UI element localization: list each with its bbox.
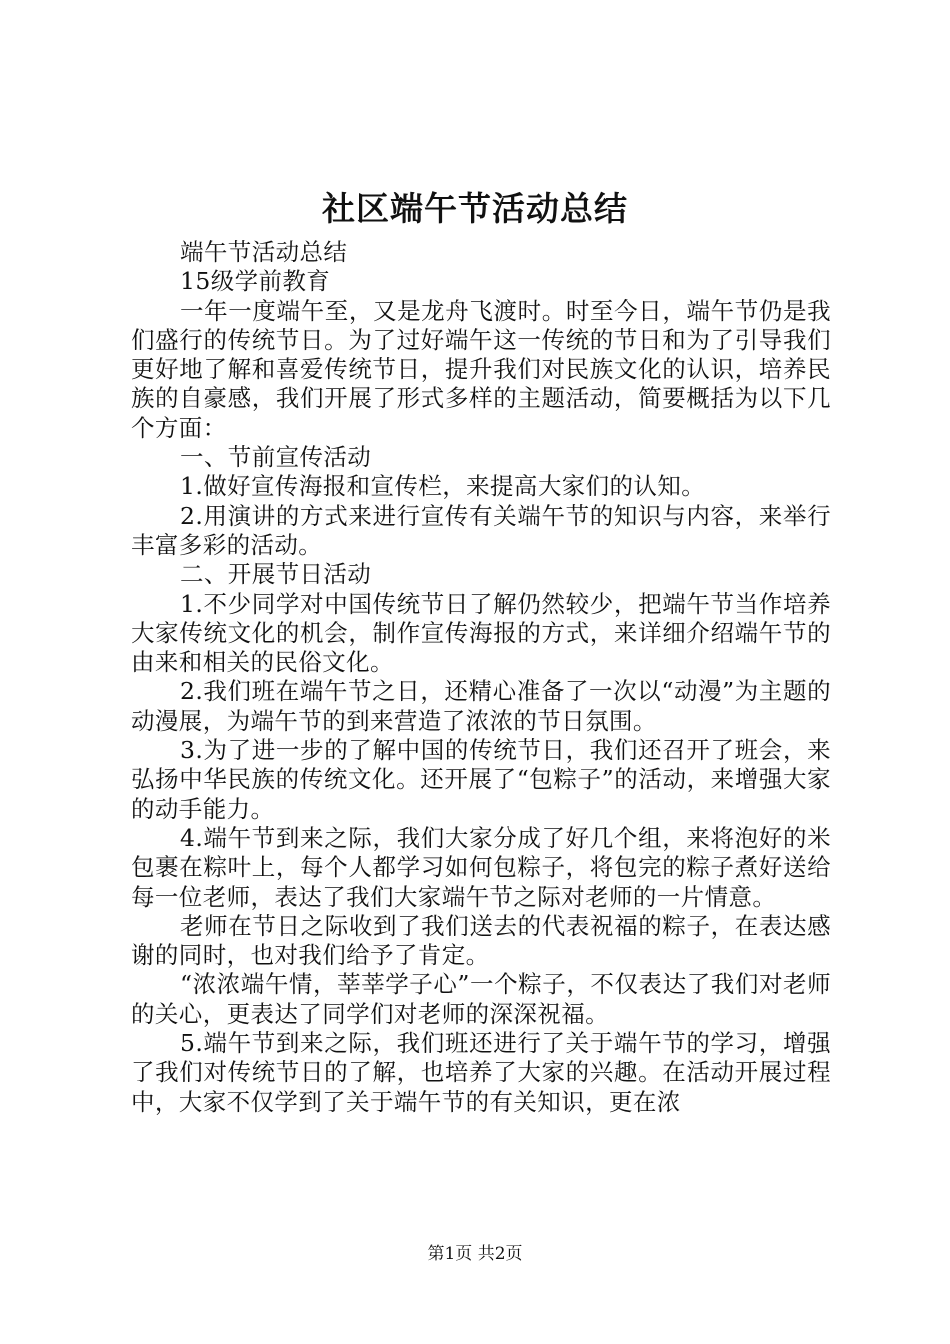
paragraph: 老师在节日之际收到了我们送去的代表祝福的粽子，在表达感谢的同时，也对我们给予了肯定。 xyxy=(131,911,831,970)
paragraph-item: 3.为了进一步的了解中国的传统节日，我们还召开了班会，来弘扬中华民族的传统文化。还开展了“包粽子”的活动，来增强大家的动手能力。 xyxy=(131,736,831,823)
page-footer: 第1页 共2页 xyxy=(427,1244,523,1264)
paragraph-item: 1.不少同学对中国传统节日了解仍然较少，把端午节当作培养大家传统文化的机会，制作宣传海报的方式，来详细介绍端午节的由来和相关的民俗文化。 xyxy=(131,589,831,677)
paragraph-subtitle: 端午节活动总结 xyxy=(180,238,348,266)
paragraph: “浓浓端午情，莘莘学子心”一个粽子，不仅表达了我们对老师的关心，更表达了同学们对老师的深深祝福。 xyxy=(131,970,831,1028)
paragraph-item: 1.做好宣传海报和宣传栏，来提高大家们的认知。 xyxy=(180,472,706,501)
section-heading-2: 二、开展节日活动 xyxy=(180,560,372,589)
document-title: 社区端午节活动总结 xyxy=(322,189,628,228)
paragraph-item: 2.我们班在端午节之日，还精心准备了一次以“动漫”为主题的动漫展，为端午节的到来营造了浓浓的节日氛围。 xyxy=(131,677,831,735)
document-body xyxy=(131,238,831,1117)
paragraph-item: 2.用演讲的方式来进行宣传有关端午节的知识与内容，来举行丰富多彩的活动。 xyxy=(131,501,831,559)
paragraph-intro: 一年一度端午至，又是龙舟飞渡时。时至今日，端午节仍是我们盛行的传统节日。为了过好端午这一传统的节日和为了引导我们更好地了解和喜爱传统节日，提升我们对民族文化的认识，培养民族的自豪感，我们开展了形式多样的主题活动，简要概括为以下几个方面： xyxy=(131,296,831,442)
paragraph-item: 4.端午节到来之际，我们大家分成了好几个组，来将泡好的米包裹在粽叶上，每个人都学习如何包粽子，将包完的粽子煮好送给每一位老师，表达了我们大家端午节之际对老师的一片情意。 xyxy=(131,823,831,911)
section-heading-1: 一、节前宣传活动 xyxy=(180,443,372,472)
paragraph-item: 5.端午节到来之际，我们班还进行了关于端午节的学习，增强了我们对传统节日的了解，也培养了大家的兴趣。在活动开展过程中，大家不仅学到了关于端午节的有关知识，更在浓 xyxy=(131,1029,831,1116)
paragraph-class-name: 15级学前教育 xyxy=(180,267,331,296)
